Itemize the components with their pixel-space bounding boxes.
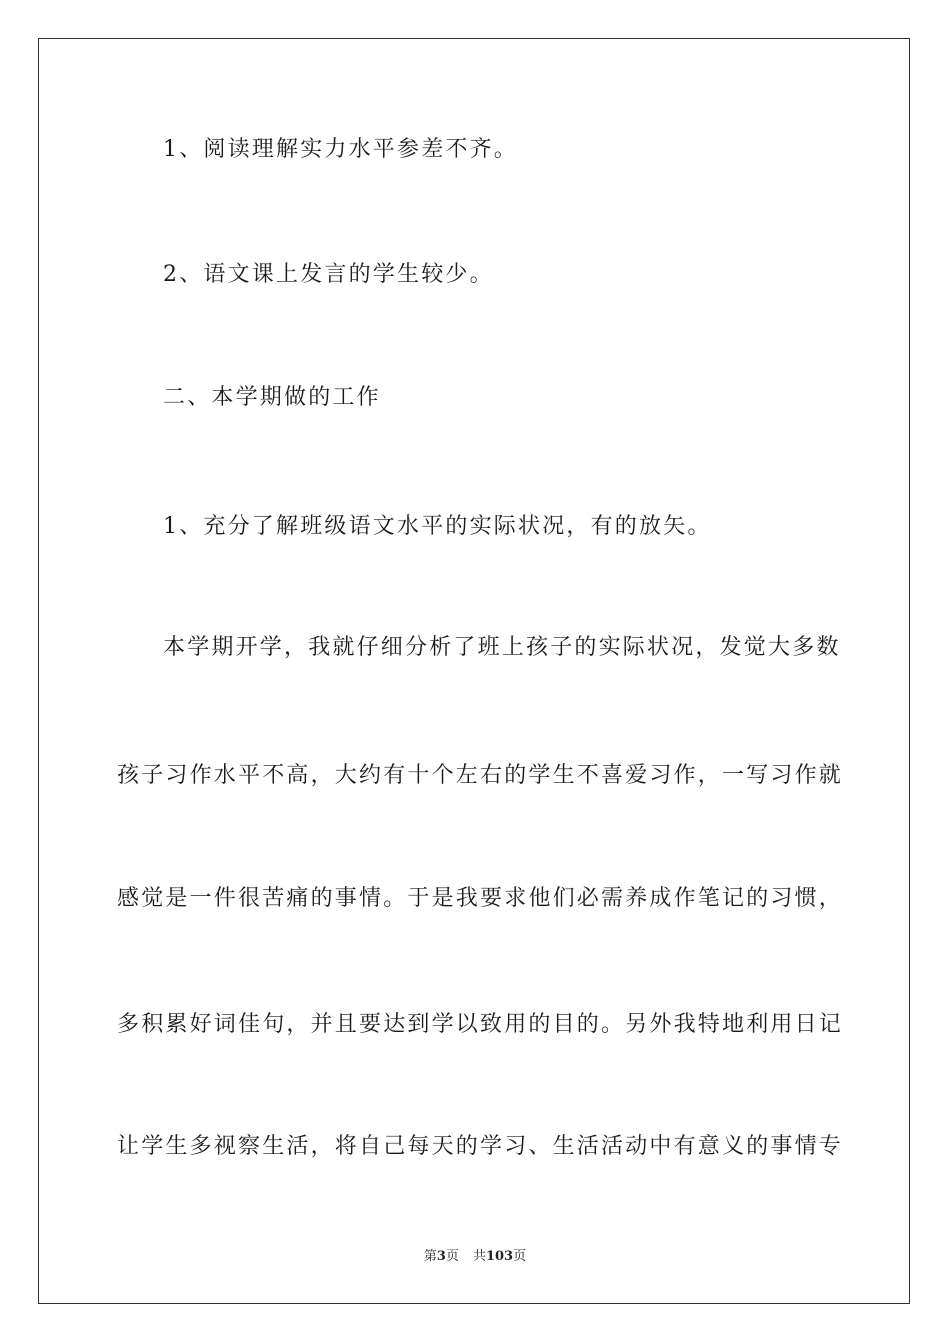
paragraph-line: 1、阅读理解实力水平参差不齐。: [163, 137, 518, 162]
paragraph-line: 1、充分了解班级语文水平的实际状况，有的放矢。: [163, 514, 712, 539]
total-pages: 103: [485, 1249, 514, 1264]
paragraph-line: 本学期开学，我就仔细分析了班上孩子的实际状况，发觉大多数: [163, 635, 841, 660]
total-prefix: 共: [472, 1249, 486, 1264]
paragraph-line: 2、语文课上发言的学生较少。: [163, 262, 494, 287]
page-suffix: 页: [445, 1249, 459, 1264]
page-number: 3: [436, 1249, 446, 1264]
page-frame: [38, 38, 910, 1304]
paragraph-line: 让学生多视察生活，将自己每天的学习、生活活动中有意义的事情专: [117, 1134, 844, 1159]
paragraph-line: 孩子习作水平不高，大约有十个左右的学生不喜爱习作，一写习作就: [117, 763, 844, 788]
paragraph-line: 多积累好词佳句，并且要达到学以致用的目的。另外我特地利用日记: [117, 1012, 844, 1037]
section-heading: 二、本学期做的工作: [163, 385, 381, 410]
paragraph-line: 感觉是一件很苦痛的事情。于是我要求他们必需养成作笔记的习惯，: [117, 886, 844, 911]
page-prefix: 第: [423, 1249, 437, 1264]
total-suffix: 页: [513, 1249, 527, 1264]
page-footer: [0, 1248, 950, 1266]
